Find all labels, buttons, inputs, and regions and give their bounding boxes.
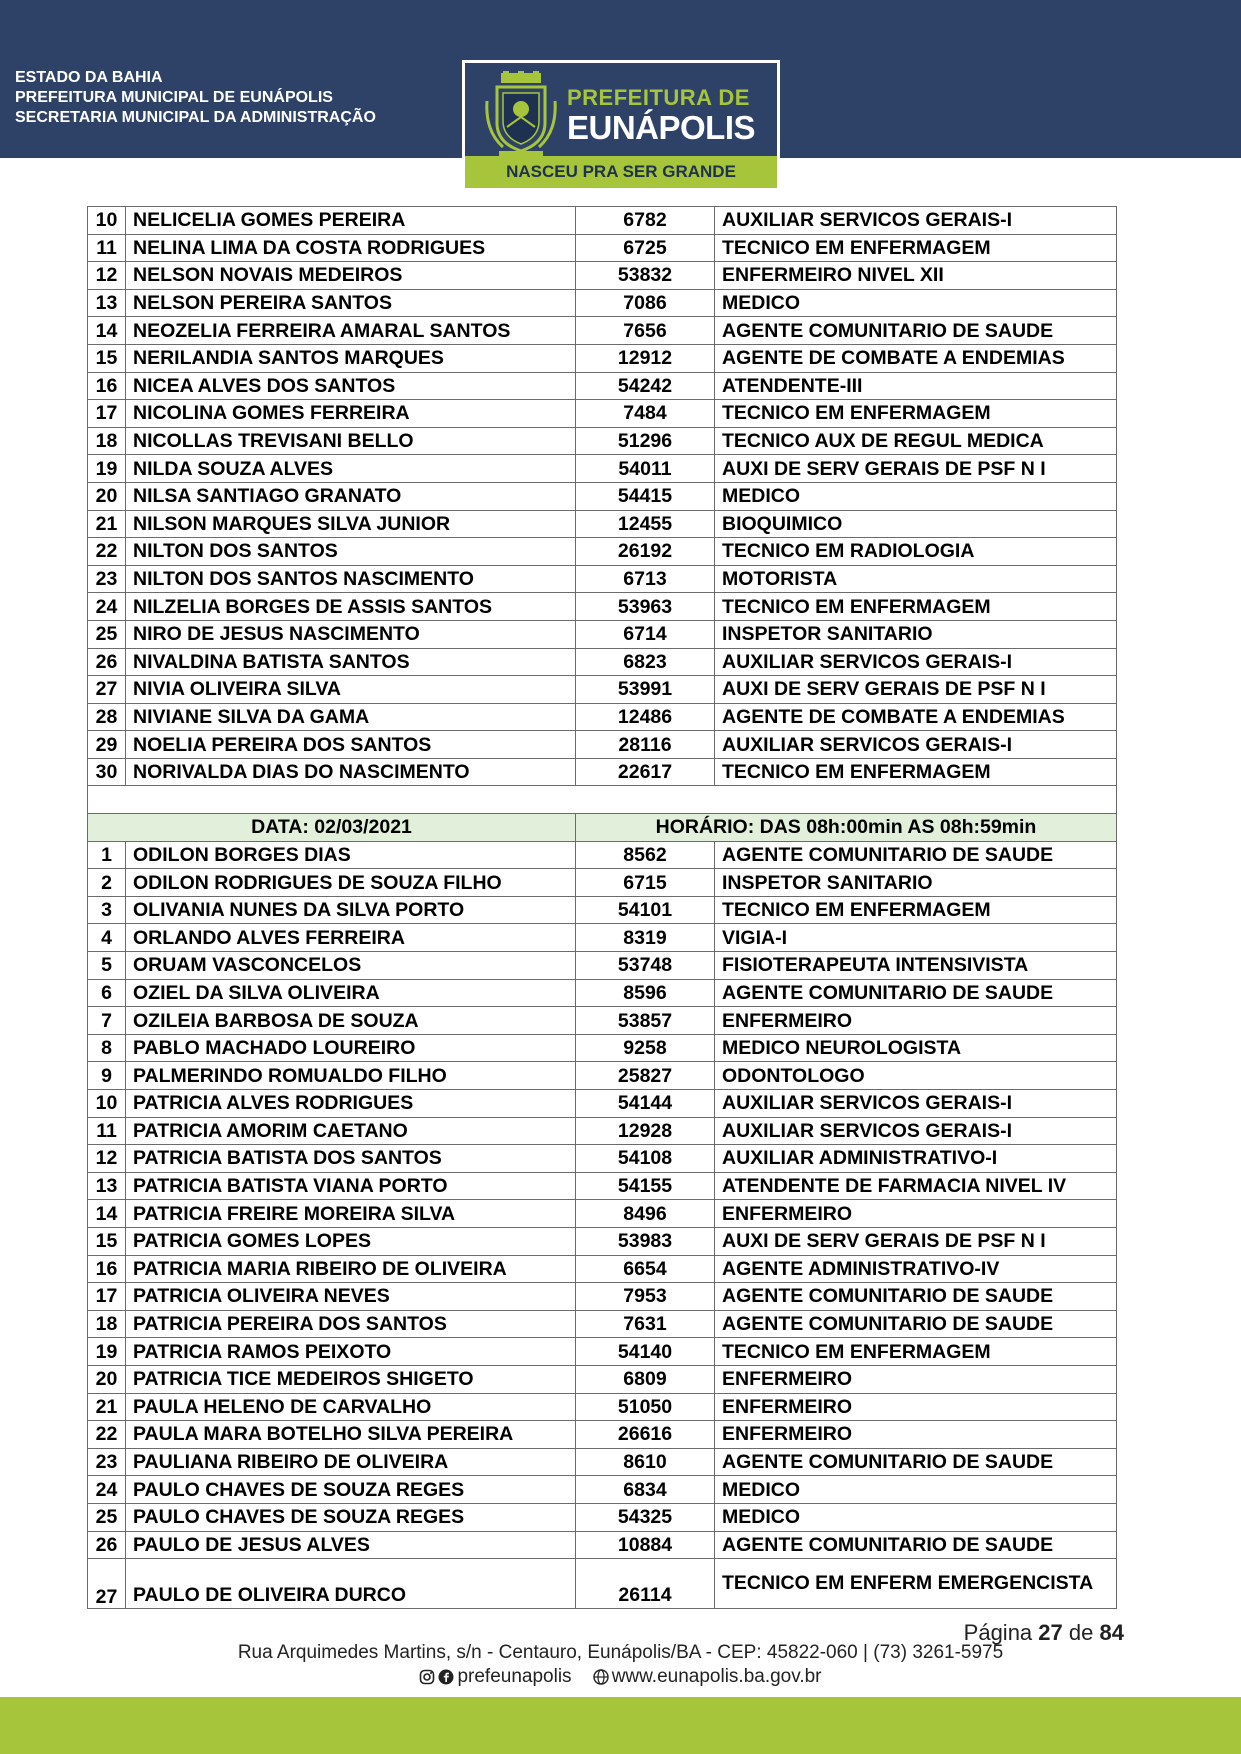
registration-number: 54415: [576, 482, 715, 510]
table-row: [88, 344, 1117, 372]
row-number: 13: [88, 1172, 126, 1200]
website-link[interactable]: www.eunapolis.ba.gov.br: [611, 1666, 822, 1687]
table-row: [88, 1503, 1117, 1531]
row-number: 14: [88, 317, 126, 345]
job-title: ENFERMEIRO: [715, 1421, 1117, 1449]
table-row: [88, 1062, 1117, 1090]
employee-name: ODILON RODRIGUES DE SOUZA FILHO: [126, 869, 576, 897]
table-row: [88, 620, 1117, 648]
registration-number: 6725: [576, 234, 715, 262]
table-row: [88, 1476, 1117, 1504]
row-number: 26: [88, 1531, 126, 1559]
registration-number: 22617: [576, 758, 715, 786]
job-title: AUXI DE SERV GERAIS DE PSF N I: [715, 455, 1117, 483]
employee-name: PATRICIA BATISTA DOS SANTOS: [126, 1145, 576, 1173]
registration-number: 6809: [576, 1365, 715, 1393]
footer-social: [0, 1666, 1241, 1688]
row-number: 12: [88, 1145, 126, 1173]
job-title: TECNICO EM ENFERMAGEM: [715, 234, 1117, 262]
job-title: AGENTE DE COMBATE A ENDEMIAS: [715, 344, 1117, 372]
job-title: TECNICO EM ENFERMAGEM: [715, 896, 1117, 924]
table-row: [88, 1145, 1117, 1173]
registration-number: 53748: [576, 952, 715, 980]
employee-name: NELSON NOVAIS MEDEIROS: [126, 262, 576, 290]
job-title: AGENTE DE COMBATE A ENDEMIAS: [715, 703, 1117, 731]
employee-name: PAULA HELENO DE CARVALHO: [126, 1393, 576, 1421]
row-number: 30: [88, 758, 126, 786]
employee-name: NICOLLAS TREVISANI BELLO: [126, 427, 576, 455]
table-row: [88, 400, 1117, 428]
row-number: 22: [88, 538, 126, 566]
registration-number: 54108: [576, 1145, 715, 1173]
job-title: AUXILIAR SERVICOS GERAIS-I: [715, 731, 1117, 759]
job-title: AGENTE COMUNITARIO DE SAUDE: [715, 1531, 1117, 1559]
globe-icon: [593, 1669, 609, 1685]
registration-number: 12455: [576, 510, 715, 538]
table-row: [88, 1090, 1117, 1118]
employee-name: PATRICIA TICE MEDEIROS SHIGETO: [126, 1365, 576, 1393]
table-row: [88, 676, 1117, 704]
row-number: 15: [88, 344, 126, 372]
row-number: 20: [88, 482, 126, 510]
row-number: 17: [88, 400, 126, 428]
row-number: 16: [88, 372, 126, 400]
table-row: [88, 1338, 1117, 1366]
table-row: [88, 869, 1117, 897]
registration-number: 54101: [576, 896, 715, 924]
registration-number: 54011: [576, 455, 715, 483]
employee-name: PATRICIA RAMOS PEIXOTO: [126, 1338, 576, 1366]
employee-name: PAULA MARA BOTELHO SILVA PEREIRA: [126, 1421, 576, 1449]
facebook-icon: [438, 1669, 454, 1685]
prefeitura-logo: [462, 60, 780, 191]
employee-name: PATRICIA FREIRE MOREIRA SILVA: [126, 1200, 576, 1228]
row-number: 14: [88, 1200, 126, 1228]
row-number: 29: [88, 731, 126, 759]
job-title: AUXILIAR SERVICOS GERAIS-I: [715, 648, 1117, 676]
footer-bar: [0, 1697, 1241, 1754]
registration-number: 26114: [576, 1559, 715, 1609]
employee-name: NEOZELIA FERREIRA AMARAL SANTOS: [126, 317, 576, 345]
table-row: [88, 289, 1117, 317]
table-row: [88, 1283, 1117, 1311]
job-title: MEDICO NEUROLOGISTA: [715, 1034, 1117, 1062]
table-row: [88, 1559, 1117, 1609]
table-row: [88, 1421, 1117, 1449]
registration-number: 7656: [576, 317, 715, 345]
job-title: AUXI DE SERV GERAIS DE PSF N I: [715, 676, 1117, 704]
registration-number: 7953: [576, 1283, 715, 1311]
employee-name: PATRICIA GOMES LOPES: [126, 1227, 576, 1255]
table-row: [88, 1117, 1117, 1145]
row-number: 1: [88, 841, 126, 869]
table-row: [88, 565, 1117, 593]
job-title: AUXI DE SERV GERAIS DE PSF N I: [715, 1227, 1117, 1255]
job-title: ENFERMEIRO: [715, 1365, 1117, 1393]
registration-number: 6714: [576, 620, 715, 648]
employee-name: NICOLINA GOMES FERREIRA: [126, 400, 576, 428]
employee-name: PAULO CHAVES DE SOUZA REGES: [126, 1503, 576, 1531]
registration-number: 12486: [576, 703, 715, 731]
row-number: 7: [88, 1007, 126, 1035]
row-number: 26: [88, 648, 126, 676]
row-number: 23: [88, 1448, 126, 1476]
job-title: AGENTE COMUNITARIO DE SAUDE: [715, 1448, 1117, 1476]
agency-block: [15, 68, 376, 128]
job-title: MOTORISTA: [715, 565, 1117, 593]
employee-name: NILSON MARQUES SILVA JUNIOR: [126, 510, 576, 538]
employee-name: PATRICIA MARIA RIBEIRO DE OLIVEIRA: [126, 1255, 576, 1283]
job-title: AGENTE COMUNITARIO DE SAUDE: [715, 1283, 1117, 1311]
row-number: 6: [88, 979, 126, 1007]
row-number: 27: [88, 1559, 126, 1609]
job-title: ENFERMEIRO: [715, 1007, 1117, 1035]
job-title: ENFERMEIRO: [715, 1393, 1117, 1421]
section-time: HORÁRIO: DAS 08h:00min AS 08h:59min: [576, 814, 1117, 842]
job-title: AGENTE COMUNITARIO DE SAUDE: [715, 317, 1117, 345]
employee-name: ODILON BORGES DIAS: [126, 841, 576, 869]
employee-name: ORUAM VASCONCELOS: [126, 952, 576, 980]
row-number: 9: [88, 1062, 126, 1090]
registration-number: 8496: [576, 1200, 715, 1228]
registration-number: 10884: [576, 1531, 715, 1559]
job-title: TECNICO EM RADIOLOGIA: [715, 538, 1117, 566]
job-title: MEDICO: [715, 289, 1117, 317]
row-number: 19: [88, 455, 126, 483]
page-of: de: [1068, 1620, 1094, 1645]
row-number: 28: [88, 703, 126, 731]
table-row: [88, 372, 1117, 400]
employee-name: NIVALDINA BATISTA SANTOS: [126, 648, 576, 676]
employee-name: NILZELIA BORGES DE ASSIS SANTOS: [126, 593, 576, 621]
registration-number: 6654: [576, 1255, 715, 1283]
row-number: 2: [88, 869, 126, 897]
table-row: [88, 317, 1117, 345]
logo-text-city: EUNÁPOLIS: [567, 109, 756, 146]
registration-number: 54140: [576, 1338, 715, 1366]
job-title: FISIOTERAPEUTA INTENSIVISTA: [715, 952, 1117, 980]
employee-name: NILSA SANTIAGO GRANATO: [126, 482, 576, 510]
table-row: [88, 1531, 1117, 1559]
spacer-cell: [88, 786, 1117, 814]
job-title: AGENTE COMUNITARIO DE SAUDE: [715, 1310, 1117, 1338]
page-word: Página: [963, 1620, 1033, 1645]
registration-number: 6782: [576, 207, 715, 235]
row-number: 3: [88, 896, 126, 924]
employee-name: PATRICIA ALVES RODRIGUES: [126, 1090, 576, 1118]
employee-name: NERILANDIA SANTOS MARQUES: [126, 344, 576, 372]
job-title: AUXILIAR SERVICOS GERAIS-I: [715, 1090, 1117, 1118]
row-number: 10: [88, 207, 126, 235]
row-number: 19: [88, 1338, 126, 1366]
row-number: 24: [88, 593, 126, 621]
row-number: 27: [88, 676, 126, 704]
registration-number: 53991: [576, 676, 715, 704]
table-row: [88, 952, 1117, 980]
logo-slogan: NASCEU PRA SER GRANDE: [465, 156, 777, 188]
job-title: AUXILIAR SERVICOS GERAIS-I: [715, 1117, 1117, 1145]
row-number: 25: [88, 1503, 126, 1531]
registration-number: 7631: [576, 1310, 715, 1338]
table-row: [88, 234, 1117, 262]
table-row: [88, 427, 1117, 455]
table-row: [88, 1227, 1117, 1255]
registration-number: 51050: [576, 1393, 715, 1421]
table-row: [88, 979, 1117, 1007]
agency-line: ESTADO DA BAHIA: [15, 69, 163, 86]
employee-name: PAULO DE JESUS ALVES: [126, 1531, 576, 1559]
row-number: 11: [88, 234, 126, 262]
registration-number: 6823: [576, 648, 715, 676]
job-title: INSPETOR SANITARIO: [715, 620, 1117, 648]
employee-name: PATRICIA BATISTA VIANA PORTO: [126, 1172, 576, 1200]
employee-name: NELINA LIMA DA COSTA RODRIGUES: [126, 234, 576, 262]
registration-number: 8596: [576, 979, 715, 1007]
employee-name: PAULIANA RIBEIRO DE OLIVEIRA: [126, 1448, 576, 1476]
job-title: TECNICO AUX DE REGUL MEDICA: [715, 427, 1117, 455]
job-title: AUXILIAR SERVICOS GERAIS-I: [715, 207, 1117, 235]
employee-name: ORLANDO ALVES FERREIRA: [126, 924, 576, 952]
job-title: MEDICO: [715, 482, 1117, 510]
row-number: 21: [88, 510, 126, 538]
registration-number: 53983: [576, 1227, 715, 1255]
registration-number: 7484: [576, 400, 715, 428]
row-number: 23: [88, 565, 126, 593]
registration-number: 25827: [576, 1062, 715, 1090]
registration-number: 12928: [576, 1117, 715, 1145]
row-number: 18: [88, 1310, 126, 1338]
registration-number: 54242: [576, 372, 715, 400]
registration-number: 28116: [576, 731, 715, 759]
employee-name: NIVIA OLIVEIRA SILVA: [126, 676, 576, 704]
employee-name: PATRICIA AMORIM CAETANO: [126, 1117, 576, 1145]
row-number: 20: [88, 1365, 126, 1393]
registration-number: 53832: [576, 262, 715, 290]
table-row: [88, 262, 1117, 290]
registration-number: 54155: [576, 1172, 715, 1200]
table-row: [88, 1365, 1117, 1393]
employee-name: OZIEL DA SILVA OLIVEIRA: [126, 979, 576, 1007]
table-row: [88, 1255, 1117, 1283]
registration-number: 53963: [576, 593, 715, 621]
registration-number: 9258: [576, 1034, 715, 1062]
registration-number: 26192: [576, 538, 715, 566]
table-row: [88, 731, 1117, 759]
registration-number: 8610: [576, 1448, 715, 1476]
employee-name: OZILEIA BARBOSA DE SOUZA: [126, 1007, 576, 1035]
job-title: TECNICO EM ENFERMAGEM: [715, 593, 1117, 621]
row-number: 5: [88, 952, 126, 980]
table-row: [88, 841, 1117, 869]
employee-name: NOELIA PEREIRA DOS SANTOS: [126, 731, 576, 759]
employee-name: NELICELIA GOMES PEREIRA: [126, 207, 576, 235]
job-title: VIGIA-I: [715, 924, 1117, 952]
job-title: ODONTOLOGO: [715, 1062, 1117, 1090]
row-number: 11: [88, 1117, 126, 1145]
registration-number: 6713: [576, 565, 715, 593]
job-title: BIOQUIMICO: [715, 510, 1117, 538]
employee-name: NELSON PEREIRA SANTOS: [126, 289, 576, 317]
registration-number: 54325: [576, 1503, 715, 1531]
table-row: [88, 924, 1117, 952]
registration-number: 6834: [576, 1476, 715, 1504]
table-row: [88, 510, 1117, 538]
employee-name: NIVIANE SILVA DA GAMA: [126, 703, 576, 731]
row-number: 21: [88, 1393, 126, 1421]
section-date: DATA: 02/03/2021: [88, 814, 576, 842]
row-number: 12: [88, 262, 126, 290]
employee-name: PATRICIA OLIVEIRA NEVES: [126, 1283, 576, 1311]
roster-body: [88, 207, 1117, 1609]
section-header-row: [88, 814, 1117, 842]
row-number: 18: [88, 427, 126, 455]
job-title: TECNICO EM ENFERMAGEM: [715, 758, 1117, 786]
table-row: [88, 1172, 1117, 1200]
registration-number: 53857: [576, 1007, 715, 1035]
registration-number: 26616: [576, 1421, 715, 1449]
row-number: 8: [88, 1034, 126, 1062]
page-total: 84: [1099, 1620, 1124, 1645]
footer-address: Rua Arquimedes Martins, s/n - Centauro, Eunápolis/BA - CEP: 45822-060 | (73) 3261-5975: [237, 1642, 1004, 1663]
job-title: ATENDENTE-III: [715, 372, 1117, 400]
row-number: 10: [88, 1090, 126, 1118]
table-row: [88, 703, 1117, 731]
table-row: [88, 1007, 1117, 1035]
spacer-row: [88, 786, 1117, 814]
row-number: 25: [88, 620, 126, 648]
table-row: [88, 1448, 1117, 1476]
job-title: TECNICO EM ENFERMAGEM: [715, 1338, 1117, 1366]
employee-name: NILTON DOS SANTOS: [126, 538, 576, 566]
table-row: [88, 1393, 1117, 1421]
social-handle: prefeunapolis: [457, 1666, 572, 1687]
job-title: AGENTE COMUNITARIO DE SAUDE: [715, 979, 1117, 1007]
table-row: [88, 896, 1117, 924]
registration-number: 8562: [576, 841, 715, 869]
row-number: 4: [88, 924, 126, 952]
table-row: [88, 455, 1117, 483]
job-title: INSPETOR SANITARIO: [715, 869, 1117, 897]
employee-name: PAULO DE OLIVEIRA DURCO: [126, 1559, 576, 1609]
job-title: ENFERMEIRO: [715, 1200, 1117, 1228]
table-row: [88, 482, 1117, 510]
employee-name: NICEA ALVES DOS SANTOS: [126, 372, 576, 400]
employee-name: PABLO MACHADO LOUREIRO: [126, 1034, 576, 1062]
employee-name: PATRICIA PEREIRA DOS SANTOS: [126, 1310, 576, 1338]
job-title: AGENTE COMUNITARIO DE SAUDE: [715, 841, 1117, 869]
registration-number: 8319: [576, 924, 715, 952]
job-title: MEDICO: [715, 1503, 1117, 1531]
job-title: TECNICO EM ENFERM EMERGENCISTA: [715, 1559, 1117, 1609]
employee-name: NORIVALDA DIAS DO NASCIMENTO: [126, 758, 576, 786]
row-number: 13: [88, 289, 126, 317]
coat-of-arms-icon: [483, 71, 559, 159]
table-row: [88, 1200, 1117, 1228]
job-title: AUXILIAR ADMINISTRATIVO-I: [715, 1145, 1117, 1173]
table-row: [88, 538, 1117, 566]
job-title: TECNICO EM ENFERMAGEM: [715, 400, 1117, 428]
employee-name: NIRO DE JESUS NASCIMENTO: [126, 620, 576, 648]
job-title: AGENTE ADMINISTRATIVO-IV: [715, 1255, 1117, 1283]
job-title: MEDICO: [715, 1476, 1117, 1504]
row-number: 15: [88, 1227, 126, 1255]
job-title: ENFERMEIRO NIVEL XII: [715, 262, 1117, 290]
table-row: [88, 758, 1117, 786]
registration-number: 7086: [576, 289, 715, 317]
registration-number: 54144: [576, 1090, 715, 1118]
table-row: [88, 648, 1117, 676]
registration-number: 12912: [576, 344, 715, 372]
page-current: 27: [1038, 1620, 1063, 1645]
instagram-icon: [419, 1669, 435, 1685]
employee-name: NILDA SOUZA ALVES: [126, 455, 576, 483]
row-number: 16: [88, 1255, 126, 1283]
registration-number: 51296: [576, 427, 715, 455]
logo-text-prefeitura: PREFEITURA DE: [567, 85, 750, 110]
employee-name: PALMERINDO ROMUALDO FILHO: [126, 1062, 576, 1090]
row-number: 22: [88, 1421, 126, 1449]
table-row: [88, 1034, 1117, 1062]
agency-line: PREFEITURA MUNICIPAL DE EUNÁPOLIS: [15, 89, 333, 106]
employee-name: OLIVANIA NUNES DA SILVA PORTO: [126, 896, 576, 924]
row-number: 17: [88, 1283, 126, 1311]
employee-name: NILTON DOS SANTOS NASCIMENTO: [126, 565, 576, 593]
table-row: [88, 1310, 1117, 1338]
employee-name: PAULO CHAVES DE SOUZA REGES: [126, 1476, 576, 1504]
table-row: [88, 207, 1117, 235]
table-row: [88, 593, 1117, 621]
row-number: 24: [88, 1476, 126, 1504]
agency-line: SECRETARIA MUNICIPAL DA ADMINISTRAÇÃO: [15, 109, 376, 126]
registration-number: 6715: [576, 869, 715, 897]
roster-table: [87, 206, 1117, 1609]
job-title: ATENDENTE DE FARMACIA NIVEL IV: [715, 1172, 1117, 1200]
